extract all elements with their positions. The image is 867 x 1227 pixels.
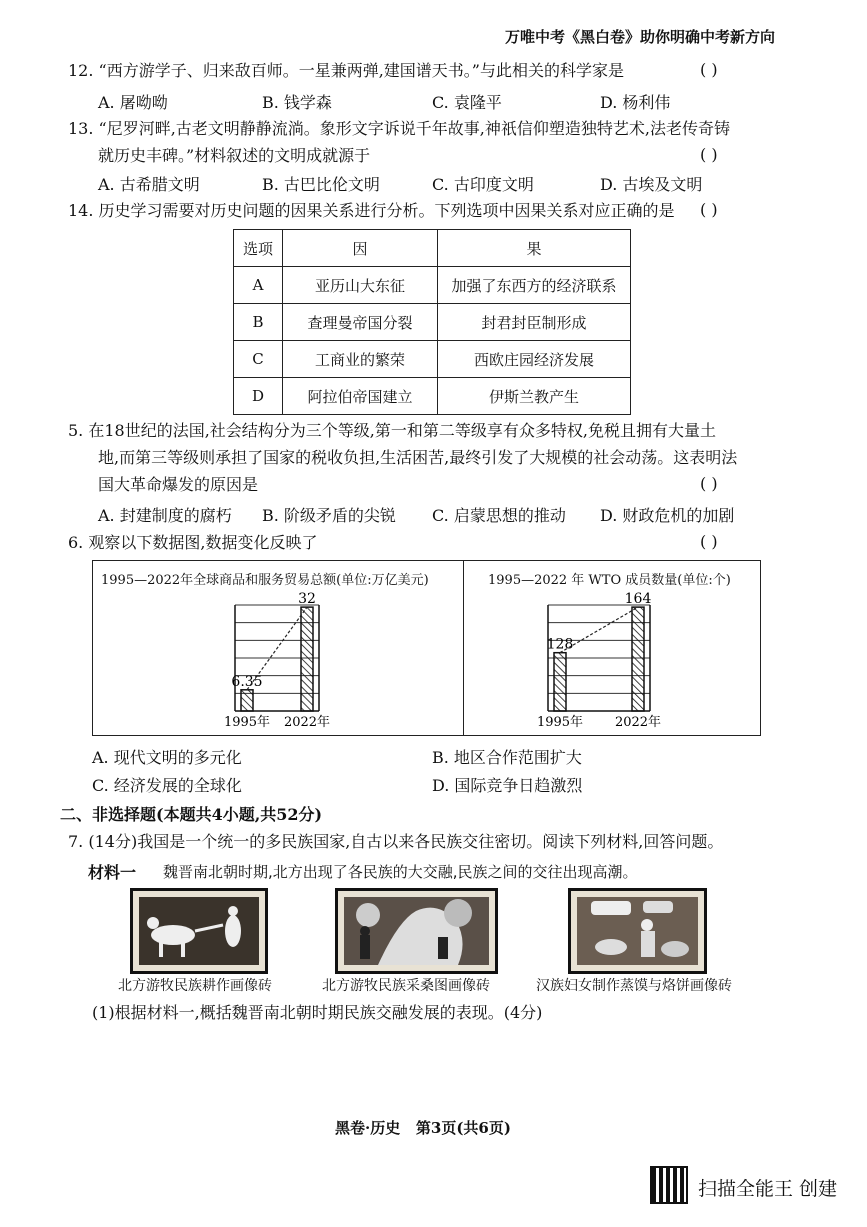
table-row [234, 267, 631, 304]
table-row [234, 378, 631, 415]
question-15-stem-cont: 国大革命爆发的原因是 [98, 475, 259, 494]
option-b: B. 钱学森 [262, 93, 332, 112]
trade-bar-chart [93, 585, 463, 735]
option-a: A. 现代文明的多元化 [92, 748, 242, 767]
table-row [234, 304, 631, 341]
option-c: C. 袁隆平 [432, 93, 502, 112]
table-cell: C [234, 341, 283, 378]
option-b: B. 古巴比伦文明 [262, 175, 380, 194]
table-cell: 阿拉伯帝国建立 [283, 378, 438, 415]
table-cell: A [234, 267, 283, 304]
data-label: 6.35 [231, 673, 263, 690]
table-cell: 亚历山大东征 [283, 267, 438, 304]
qr-code-icon [652, 1168, 686, 1202]
question-15-stem: 5. 在18世纪的法国,社会结构分为三个等级,第一和第二等级享有众多特权,免税且拥有大量土 [68, 421, 716, 440]
bar [241, 690, 253, 711]
section-heading: 二、非选择题(本题共4小题,共52分) [60, 805, 323, 824]
answer-paren: ( ) [700, 200, 718, 219]
page-header: 万唯中考《黑白卷》助你明确中考新方向 [505, 28, 776, 46]
answer-paren: ( ) [700, 60, 718, 79]
table-cell: 伊斯兰教产生 [438, 378, 631, 415]
answer-paren: ( ) [700, 474, 718, 493]
option-d: D. 古埃及文明 [600, 175, 703, 194]
data-label: 128 [546, 636, 574, 653]
option-d: D. 国际竞争日趋激烈 [432, 776, 583, 795]
data-label: 164 [624, 591, 652, 608]
table-cell: 工商业的繁荣 [283, 341, 438, 378]
tick-label: 2022年 [283, 715, 331, 730]
tick-label: 2022年 [614, 715, 662, 730]
question-17-subquestion-1: (1)根据材料一,概括魏晋南北朝时期民族交融发展的表现。(4分) [92, 1003, 543, 1022]
bar [301, 607, 313, 711]
image-caption: 汉族妇女制作蒸馍与烙饼画像砖 [536, 978, 732, 994]
table-cell: 封君封臣制形成 [438, 304, 631, 341]
wto-bar-chart [462, 585, 760, 735]
table-cell: 西欧庄园经济发展 [438, 341, 631, 378]
option-c: C. 古印度文明 [432, 175, 534, 194]
table-header: 果 [438, 230, 631, 267]
question-16-stem: 6. 观察以下数据图,数据变化反映了 [68, 533, 318, 552]
chart-title: 1995—2022年全球商品和服务贸易总额(单位:万亿美元) [101, 573, 429, 588]
question-15-stem-cont: 地,而第三等级则承担了国家的税收负担,生活困苦,最终引发了大规模的社会动荡。这表明法 [98, 448, 738, 467]
table-header: 选项 [234, 230, 283, 267]
data-label: 32 [298, 591, 316, 608]
tick-label: 1995年 [536, 715, 584, 730]
cause-effect-table [233, 229, 631, 415]
scanner-watermark: 扫描全能王 创建 [698, 1178, 838, 1200]
option-b: B. 地区合作范围扩大 [432, 748, 582, 767]
bar [632, 607, 644, 711]
option-a: A. 古希腊文明 [98, 175, 200, 194]
table-cell: B [234, 304, 283, 341]
image-caption: 北方游牧民族耕作画像砖 [118, 978, 272, 994]
question-13-stem-cont: 就历史丰碑。”材料叙述的文明成就源于 [98, 146, 371, 165]
table-cell: 加强了东西方的经济联系 [438, 267, 631, 304]
table-header-row [234, 230, 631, 267]
brick-image-cooking [568, 888, 707, 974]
brick-image-farming [130, 888, 268, 974]
option-b: B. 阶级矛盾的尖锐 [262, 506, 396, 525]
material-label: 材料一 [88, 863, 137, 882]
question-12-stem: 12. “西方游学子、归来敌百师。一星兼两弹,建国谱天书。”与此相关的科学家是 [68, 61, 624, 80]
table-cell: 查理曼帝国分裂 [283, 304, 438, 341]
image-caption: 北方游牧民族采桑图画像砖 [322, 978, 490, 994]
bar [554, 653, 566, 711]
brick-image-mulberry [335, 888, 498, 974]
option-d: D. 财政危机的加剧 [600, 506, 735, 525]
answer-paren: ( ) [700, 532, 718, 551]
option-c: C. 经济发展的全球化 [92, 776, 242, 795]
tick-label: 1995年 [223, 715, 271, 730]
question-14-stem: 14. 历史学习需要对历史问题的因果关系进行分析。下列选项中因果关系对应正确的是 [68, 201, 675, 220]
option-a: A. 屠呦呦 [98, 93, 168, 112]
table-cell: D [234, 378, 283, 415]
material-text: 魏晋南北朝时期,北方出现了各民族的大交融,民族之间的交往出现高潮。 [163, 863, 638, 881]
trend-line [247, 607, 307, 690]
answer-paren: ( ) [700, 145, 718, 164]
table-row [234, 341, 631, 378]
question-13-stem: 13. “尼罗河畔,古老文明静静流淌。象形文字诉说千年故事,神祇信仰塑造独特艺术,法老传奇铸 [68, 119, 730, 138]
chart-panel-wto [462, 560, 761, 736]
chart-panel-trade [92, 560, 464, 736]
option-c: C. 启蒙思想的推动 [432, 506, 566, 525]
question-17-stem: 7. (14分)我国是一个统一的多民族国家,自古以来各民族交往密切。阅读下列材料,回答问题。 [68, 832, 724, 851]
option-d: D. 杨利伟 [600, 93, 671, 112]
table-header: 因 [283, 230, 438, 267]
chart-title: 1995—2022 年 WTO 成员数量(单位:个) [488, 573, 731, 588]
option-a: A. 封建制度的腐朽 [98, 506, 232, 525]
page-footer: 黑卷·历史 第3页(共6页) [335, 1119, 511, 1137]
